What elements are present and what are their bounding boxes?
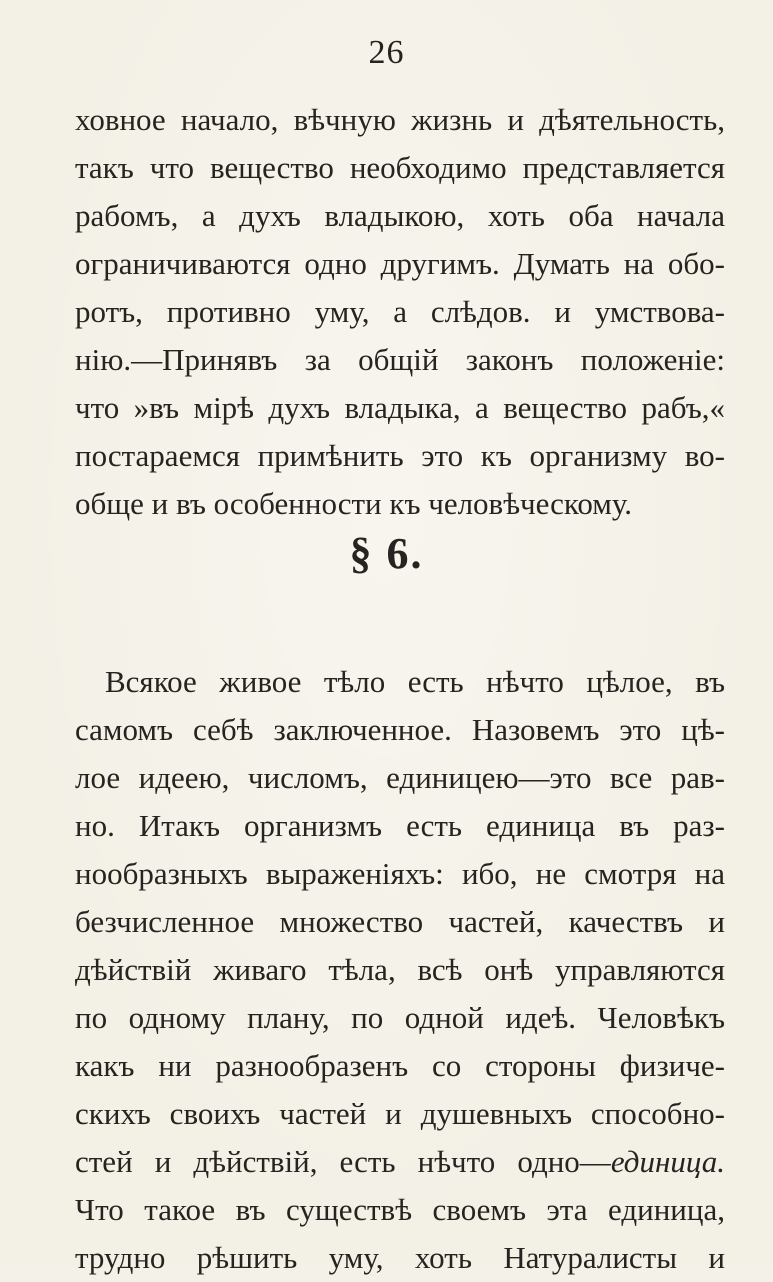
text-line: Всякое живое тѣло есть нѣчто цѣлое, въ: [105, 664, 725, 699]
text-line: ротъ, противно уму, а слѣдов. и умствова-: [75, 294, 725, 329]
text-line: но. Итакъ организмъ есть единица въ раз-: [75, 808, 725, 843]
text-segment: стей и дѣйствій, есть нѣчто одно—: [75, 1144, 611, 1179]
text-line: ховное начало, вѣчную жизнь и дѣятельность,: [75, 102, 725, 137]
paragraph-1: [75, 96, 725, 528]
text-line: лое идеею, числомъ, единицею—это все рав-: [75, 760, 725, 795]
text-line: самомъ себѣ заключенное. Назовемъ это цѣ-: [75, 712, 725, 747]
section-heading: § 6.: [349, 529, 424, 578]
text-line: по одному плану, по одной идеѣ. Человѣкъ: [75, 1000, 725, 1035]
text-line: Что такое въ существѣ своемъ эта единица,: [75, 1192, 725, 1227]
text-line: обще и въ особенности къ человѣческому.: [75, 486, 633, 521]
text-line: постараемся примѣнить это къ организму во-: [75, 438, 725, 473]
paragraph-2: [75, 658, 725, 1282]
text-line: рабомъ, а духъ владыкою, хоть оба начала: [75, 198, 725, 233]
text-line: нію.—Принявъ за общій законъ положеніе:: [75, 342, 725, 377]
text-line: ограничиваются одно другимъ. Думать на обо-: [75, 246, 725, 281]
text-line: такъ что вещество необходимо представляется: [75, 150, 725, 185]
italic-word: единица.: [610, 1144, 725, 1179]
text-line: безчисленное множество частей, качествъ и: [75, 904, 725, 939]
text-line: скихъ своихъ частей и душевныхъ способно-: [75, 1096, 725, 1131]
text-line: дѣйствій живаго тѣла, всѣ онѣ управляются: [75, 952, 725, 987]
text-line-with-italic: [75, 1138, 725, 1186]
text-line: нообразныхъ выраженіяхъ: ибо, не смотря на: [75, 856, 725, 891]
text-line: трудно рѣшить уму, хоть Натуралисты и: [75, 1240, 725, 1275]
text-line: какъ ни разнообразенъ со стороны физиче-: [75, 1048, 725, 1083]
text-line: что »въ мірѣ духъ владыка, а вещество рабъ,«: [75, 390, 725, 425]
page-number: 26: [368, 34, 405, 71]
